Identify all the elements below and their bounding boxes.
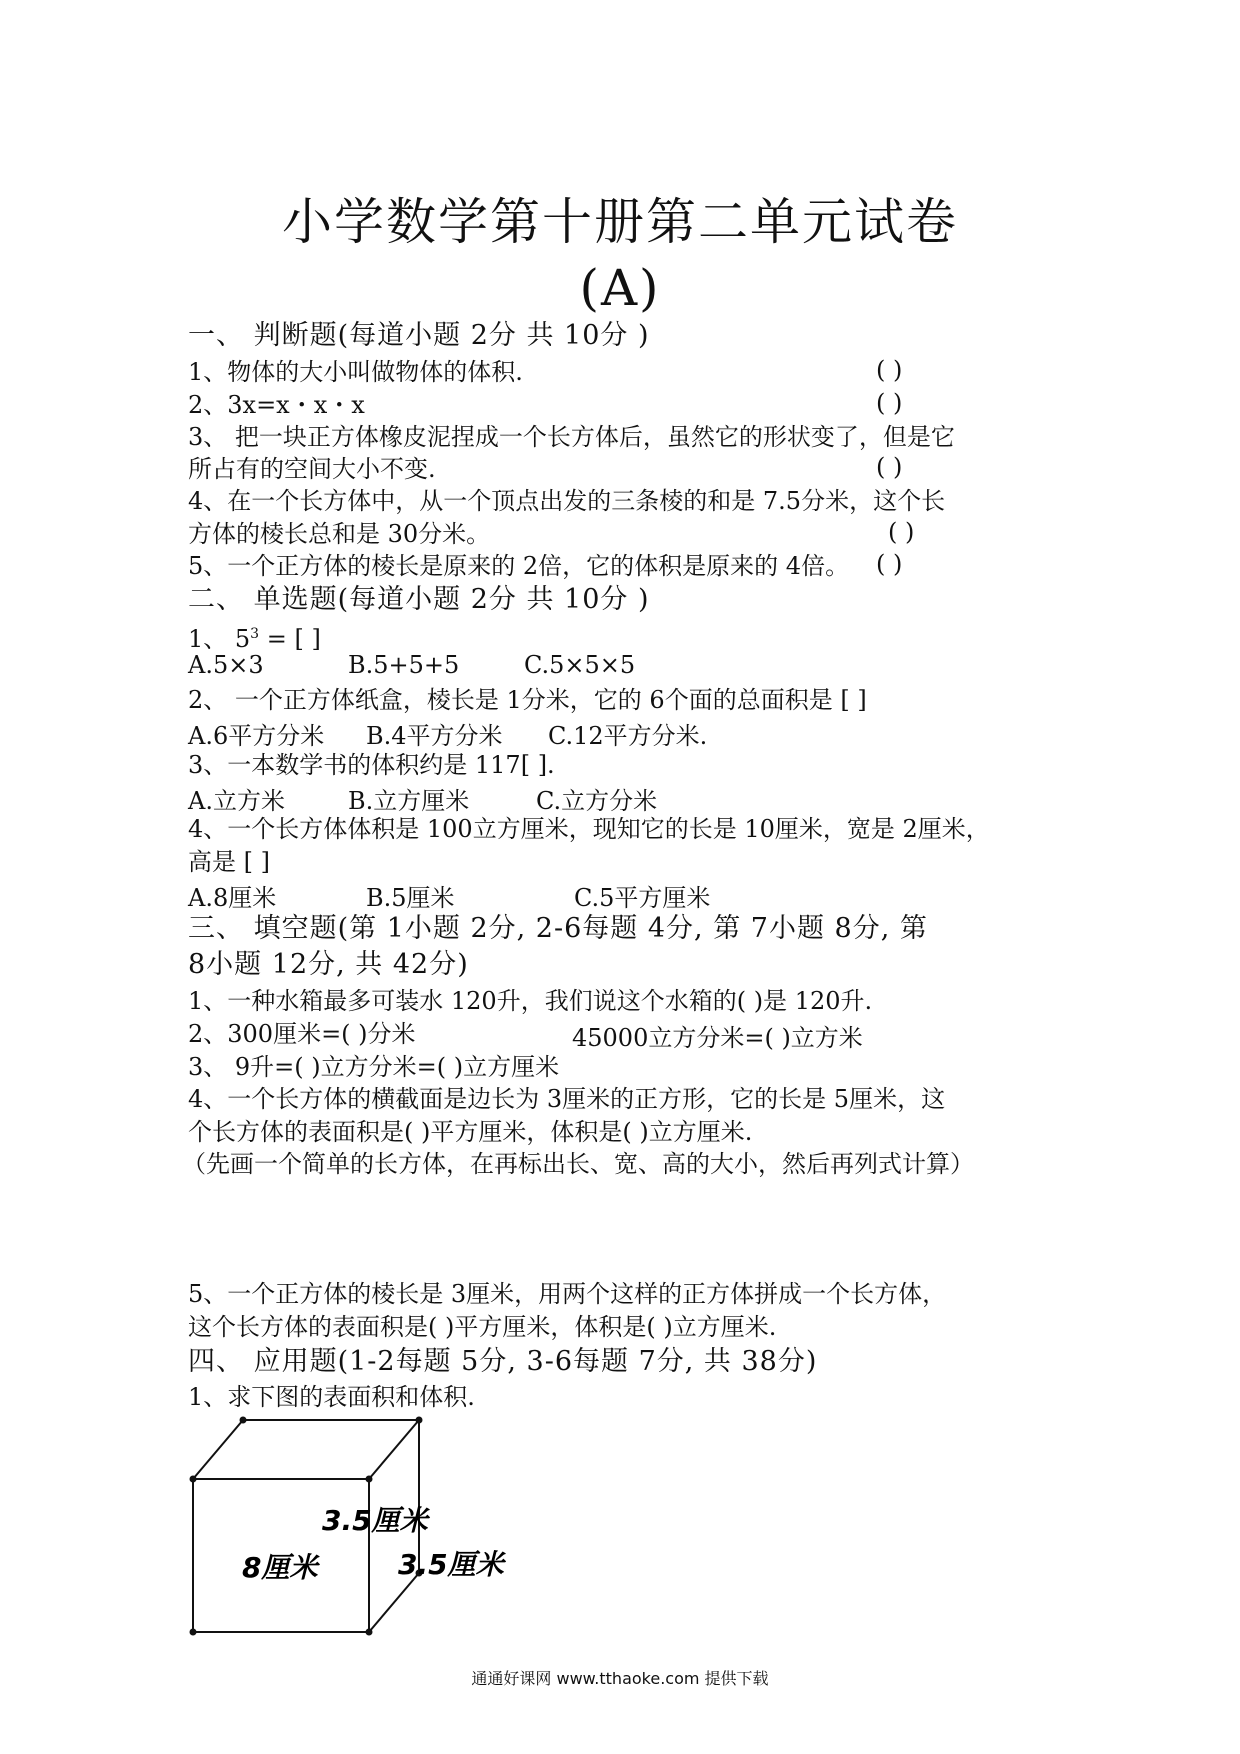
s3-question-4-note: （先画一个简单的长方体，在再标出长、宽、高的大小，然后再列式计算） xyxy=(182,1150,974,1178)
s1-question-3-line-2: 所占有的空间大小不变. xyxy=(188,455,436,483)
s1-question-5: 5、一个正方体的棱长是原来的 2倍，它的体积是原来的 4倍。 xyxy=(188,552,850,580)
vertex-dot xyxy=(240,1417,247,1424)
s3-question-4-line-1: 4、一个长方体的横截面是边长为 3厘米的正方形，它的长是 5厘米，这 xyxy=(188,1085,946,1113)
length-label: 8厘米 xyxy=(242,1551,318,1584)
s2-question-3: 3、一本数学书的体积约是 117[ ]. xyxy=(188,751,555,779)
vertex-dot xyxy=(416,1417,423,1424)
cuboid-edge xyxy=(369,1573,419,1632)
s1-question-1: 1、物体的大小叫做物体的体积. xyxy=(188,358,523,386)
s2-question-4-line-1: 4、一个长方体体积是 100立方厘米，现知它的长是 10厘米，宽是 2厘米， xyxy=(188,815,990,843)
vertex-dot xyxy=(366,1629,373,1636)
section-4-heading: 四、 应用题(1-2每题 5分, 3-6每题 7分, 共 38分) xyxy=(188,1346,818,1377)
vertex-dot xyxy=(190,1476,197,1483)
s2-q1-bracket[interactable]: = [ ] xyxy=(259,625,321,653)
option-a[interactable]: A.立方米 xyxy=(188,787,285,815)
vertex-dot xyxy=(366,1476,373,1483)
s2-question-4-line-2: 高是 [ ] xyxy=(188,848,270,876)
s3-question-5-line-2: 这个长方体的表面积是( )平方厘米，体积是( )立方厘米. xyxy=(188,1313,777,1341)
s3-question-3: 3、 9升=( )立方分米=( )立方厘米 xyxy=(188,1053,560,1081)
s1-question-2: 2、3x=x・x・x xyxy=(188,391,365,419)
s2-q1-base: 1、 5 xyxy=(188,625,251,653)
s4-question-1: 1、求下图的表面积和体积. xyxy=(188,1383,475,1411)
cuboid-edge xyxy=(193,1420,243,1479)
s3-question-2-part-2: 45000立方分米=( )立方米 xyxy=(572,1024,863,1052)
option-c[interactable]: C.12平方分米. xyxy=(548,722,708,750)
answer-blank[interactable]: ( ) xyxy=(876,453,903,481)
height-label: 3.5厘米 xyxy=(322,1504,428,1537)
option-b[interactable]: B.5厘米 xyxy=(366,884,455,912)
answer-blank[interactable]: ( ) xyxy=(876,356,903,384)
s1-question-3-line-1: 3、 把一块正方体橡皮泥捏成一个长方体后，虽然它的形状变了，但是它 xyxy=(188,423,955,451)
option-a[interactable]: A.6平方分米 xyxy=(188,722,325,750)
section-1-heading: 一、 判断题(每道小题 2分 共 10分 ) xyxy=(188,320,650,351)
footer-source: 通通好课网 www.tthaoke.com 提供下载 xyxy=(471,1669,769,1688)
option-c[interactable]: C.立方分米 xyxy=(536,787,658,815)
option-b[interactable]: B.5+5+5 xyxy=(348,651,460,679)
page-title: 小学数学第十册第二单元试卷 xyxy=(282,193,958,251)
vertex-dot xyxy=(190,1629,197,1636)
page-subtitle: (A) xyxy=(579,259,661,317)
width-label: 3.5厘米 xyxy=(398,1548,504,1581)
s3-question-5-line-1: 5、一个正方体的棱长是 3厘米，用两个这样的正方体拼成一个长方体， xyxy=(188,1280,947,1308)
section-3-heading-line-1: 三、 填空题(第 1小题 2分, 2-6每题 4分, 第 7小题 8分, 第 xyxy=(188,913,928,944)
s3-question-1: 1、一种水箱最多可装水 120升，我们说这个水箱的( )是 120升. xyxy=(188,987,873,1015)
s3-question-4-line-2: 个长方体的表面积是( )平方厘米，体积是( )立方厘米. xyxy=(188,1118,753,1146)
answer-blank[interactable]: ( ) xyxy=(888,518,915,546)
s2-q1-exponent: 3 xyxy=(250,626,260,642)
answer-blank[interactable]: ( ) xyxy=(876,389,903,417)
s1-question-4-line-2: 方体的棱长总和是 30分米。 xyxy=(188,520,491,548)
section-3-heading-line-2: 8小题 12分, 共 42分) xyxy=(188,949,469,980)
option-c[interactable]: C.5×5×5 xyxy=(524,651,636,679)
s2-question-2: 2、 一个正方体纸盒，棱长是 1分米，它的 6个面的总面积是 [ ] xyxy=(188,686,867,714)
cuboid-edge xyxy=(369,1420,419,1479)
section-2-heading: 二、 单选题(每道小题 2分 共 10分 ) xyxy=(188,584,650,615)
s1-question-4-line-1: 4、在一个长方体中，从一个顶点出发的三条棱的和是 7.5分米，这个长 xyxy=(188,487,946,515)
s3-question-2-part-1: 2、300厘米=( )分米 xyxy=(188,1020,416,1048)
option-a[interactable]: A.8厘米 xyxy=(188,884,277,912)
answer-blank[interactable]: ( ) xyxy=(876,550,903,578)
option-a[interactable]: A.5×3 xyxy=(188,651,264,679)
option-b[interactable]: B.立方厘米 xyxy=(348,787,470,815)
option-b[interactable]: B.4平方分米 xyxy=(366,722,503,750)
option-c[interactable]: C.5平方厘米 xyxy=(574,884,711,912)
